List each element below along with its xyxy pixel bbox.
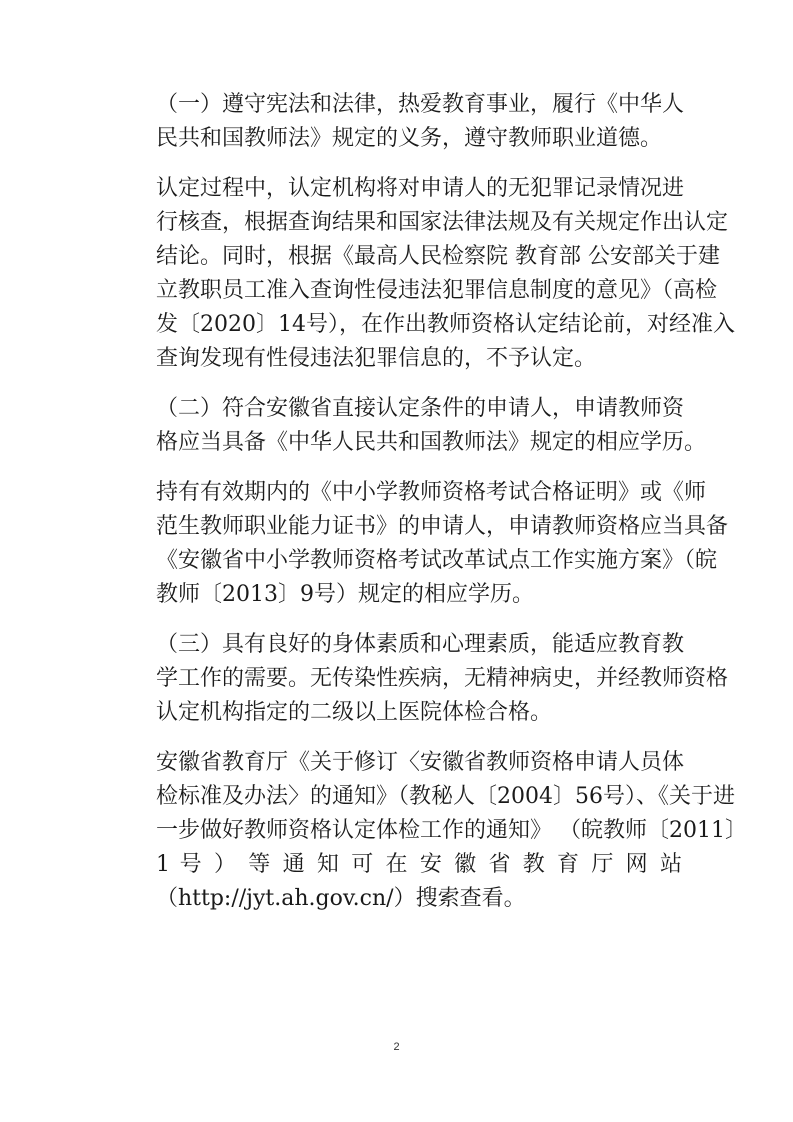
text-line: 民共和国教师法》规定的义务，遵守教师职业道德。: [156, 126, 663, 151]
text-line: 检标准及办法〉的通知》（教秘人〔2004〕56号）、《关于进: [156, 784, 735, 809]
text-line: 安徽省教育厅《关于修订〈安徽省教师资格申请人员体: [156, 750, 685, 775]
text-line: 一步做好教师资格认定体检工作的通知》 （皖教师〔2011〕: [156, 818, 747, 843]
paragraph-certificate-holders: [112, 476, 729, 612]
text-line: 持有有效期内的《中小学教师资格考试合格证明》或《师: [156, 480, 707, 505]
page-number: 2: [393, 1041, 400, 1053]
text-line: 学工作的需要。无传染性疾病，无精神病史，并经教师资格: [156, 666, 729, 691]
text-line: 立教职员工准入查询性侵违法犯罪信息制度的意见》（高检: [156, 278, 718, 303]
paragraph-health-notice: [112, 746, 747, 916]
paragraph-requirement-3: [112, 628, 729, 730]
text-line: （二）符合安徽省直接认定条件的申请人，申请教师资: [156, 396, 685, 421]
paragraph-requirement-2: [112, 392, 707, 460]
text-line: 认定过程中，认定机构将对申请人的无犯罪记录情况进: [156, 176, 685, 201]
text-line: （三）具有良好的身体素质和心理素质，能适应教育教: [156, 632, 685, 657]
text-line: （一）遵守宪法和法律，热爱教育事业，履行《中华人: [156, 92, 685, 117]
text-line: 结论。同时，根据《最高人民检察院 教育部 公安部关于建: [156, 244, 720, 269]
text-line: （http://jyt.ah.gov.cn/）搜索查看。: [156, 886, 526, 911]
text-line: 查询发现有性侵违法犯罪信息的，不予认定。: [156, 346, 597, 371]
text-line: 《安徽省中小学教师资格考试改革试点工作实施方案》（皖: [156, 548, 718, 573]
text-line: 认定机构指定的二级以上医院体检合格。: [156, 700, 553, 725]
paragraph-criminal-record-check: [112, 172, 735, 376]
text-line: 1 号 ） 等 通 知 可 在 安 徽 省 教 育 厅 网 站: [156, 852, 682, 877]
text-line: 格应当具备《中华人民共和国教师法》规定的相应学历。: [156, 430, 707, 455]
paragraph-requirement-1: [112, 88, 685, 156]
text-line: 范生教师职业能力证书》的申请人，申请教师资格应当具备: [156, 514, 729, 539]
body-text: [112, 88, 747, 932]
text-line: 教师〔2013〕9号）规定的相应学历。: [156, 582, 534, 607]
text-line: 发〔2020〕14号），在作出教师资格认定结论前，对经准入: [156, 312, 735, 337]
text-line: 行核查，根据查询结果和国家法律法规及有关规定作出认定: [156, 210, 729, 235]
